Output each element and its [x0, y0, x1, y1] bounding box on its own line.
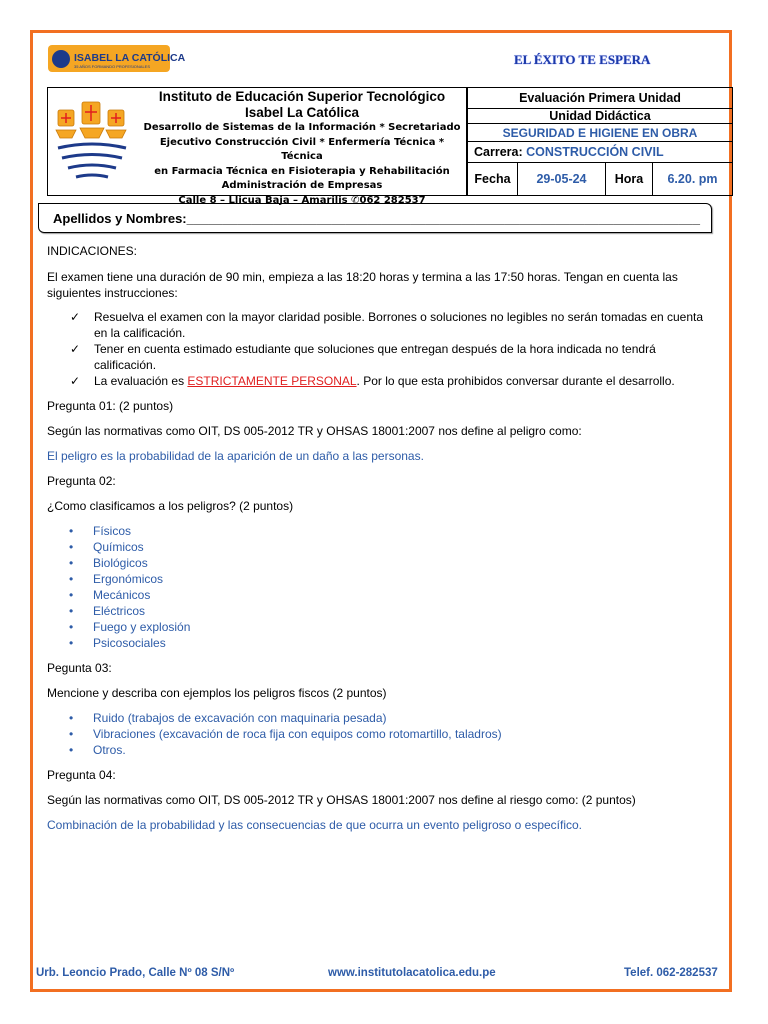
question-4-text: Según las normativas como OIT, DS 005-2012 TR y OHSAS 18001:2007 nos define al riesgo como: (2 puntos) — [47, 793, 636, 807]
question-2-title: Pregunta 02: — [47, 474, 116, 488]
checkmark-icon: ✓ — [70, 310, 81, 324]
exam-body — [47, 243, 712, 833]
question-3-answer-list — [47, 710, 712, 758]
bullet-icon: • — [69, 711, 74, 725]
date-label: Fecha — [467, 162, 518, 196]
date-value: 29-05-24 — [517, 162, 606, 196]
list-item: ✓ Resuelva el examen con la mayor claridad posible. Borrones o soluciones no legibles no serán tomadas en cuenta en la calificación. — [70, 310, 704, 340]
bullet-icon: • — [69, 524, 74, 538]
footer-phone: Telef. 062-282537 — [624, 967, 718, 979]
list-item: • Eléctricos — [69, 604, 146, 618]
list-item: • Vibraciones (excavación de roca fija con equipos como rotomartillo, taladros) — [69, 727, 502, 741]
unit-label: Unidad Didáctica — [467, 108, 733, 124]
instructions-intro: El examen tiene una duración de 90 min, empieza a las 18:20 horas y termina a las 17:50 horas. Tengan en cuenta las siguientes instrucciones: — [47, 270, 678, 300]
bullet-icon: • — [69, 743, 74, 757]
career-name: CONSTRUCCIÓN CIVIL — [526, 145, 664, 159]
footer-website[interactable]: www.institutolacatolica.edu.pe — [328, 967, 496, 979]
instructions-title: INDICACIONES: — [47, 244, 138, 258]
student-name-line: _______________________________________________________________________ — [186, 210, 700, 226]
institution-name: Instituto de Educación Superior Tecnológico Isabel La Católica — [158, 89, 446, 120]
bullet-icon: • — [69, 588, 74, 602]
footer-address: Urb. Leoncio Prado, Calle Nº 08 S/Nº — [36, 967, 235, 979]
crest-icon — [52, 50, 70, 68]
emphasis-text: ESTRICTAMENTE PERSONAL — [187, 374, 357, 388]
motto: EL ÉXITO TE ESPERA — [514, 52, 651, 67]
exam-info-table — [467, 87, 733, 196]
institution-address: Calle 8 – Llicua Baja – Amarilis ✆062 282537 — [178, 194, 426, 206]
question-1-text: Según las normativas como OIT, DS 005-2012 TR y OHSAS 18001:2007 nos define al peligro como: — [47, 424, 582, 438]
caravel-emblem-icon — [52, 96, 132, 186]
question-1-title: Pregunta 01: (2 puntos) — [47, 399, 174, 413]
bullet-icon: • — [69, 572, 74, 586]
bullet-icon: • — [69, 604, 74, 618]
list-item: • Físicos — [69, 524, 132, 538]
institution-logo — [48, 45, 186, 72]
unit-name: SEGURIDAD E HIGIENE EN OBRA — [467, 123, 733, 142]
career-row — [467, 141, 733, 163]
institution-header — [47, 87, 467, 206]
question-4-answer: Combinación de la probabilidad y las consecuencias de que ocurra un evento peligroso o específico. — [47, 818, 583, 832]
question-2-answer-list — [47, 523, 712, 651]
question-3-text: Mencione y describa con ejemplos los peligros fiscos (2 puntos) — [47, 686, 387, 700]
logo-text: ISABEL LA CATÓLICA — [74, 52, 186, 65]
bullet-icon: • — [69, 636, 74, 650]
question-3-title: Pegunta 03: — [47, 661, 112, 675]
list-item: • Otros. — [69, 743, 126, 757]
question-2-text: ¿Como clasificamos a los peligros? (2 puntos) — [47, 499, 294, 513]
bullet-icon: • — [69, 556, 74, 570]
list-item: • Químicos — [69, 540, 144, 554]
evaluation-title: Evaluación Primera Unidad — [467, 87, 733, 109]
list-item: ✓ Tener en cuenta estimado estudiante que soluciones que entregan después de la hora indicada no tendrá calificación. — [70, 342, 656, 372]
time-label: Hora — [605, 162, 653, 196]
time-value: 6.20. pm — [652, 162, 733, 196]
checkmark-icon: ✓ — [70, 374, 81, 388]
checkmark-icon: ✓ — [70, 342, 81, 356]
list-item: ✓ La evaluación es ESTRICTAMENTE PERSONAL. Por lo que esta prohibidos conversar durante el desarrollo. — [70, 374, 675, 388]
phone-icon: ✆ — [351, 194, 360, 206]
list-item: • Fuego y explosión — [69, 620, 191, 634]
list-item: • Biológicos — [69, 556, 148, 570]
question-1-answer: El peligro es la probabilidad de la aparición de un daño a las personas. — [47, 449, 424, 463]
list-item: • Ruido (trabajos de excavación con maquinaria pesada) — [69, 711, 387, 725]
bullet-icon: • — [69, 540, 74, 554]
list-item: • Mecánicos — [69, 588, 151, 602]
list-item: • Psicosociales — [69, 636, 166, 650]
list-item: • Ergonómicos — [69, 572, 164, 586]
programs-list: Desarrollo de Sistemas de la Información * Secretariado Ejecutivo Construcción Civil * Enfermería Técnica * Técnica en Farmacia Técnica en Fisioterapia y Rehabilitación Administración de Empresas Calle 8 – Llicua Baja – Amarilis ✆062 282537 — [140, 121, 464, 208]
logo-tagline: 35 AÑOS FORMANDO PROFESIONALES — [74, 64, 151, 69]
student-name-field[interactable] — [38, 203, 712, 233]
question-4-title: Pregunta 04: — [47, 768, 116, 782]
bullet-icon: • — [69, 620, 74, 634]
career-label: Carrera: — [474, 145, 523, 159]
student-name-label: Apellidos y Nombres: — [53, 210, 187, 226]
bullet-icon: • — [69, 727, 74, 741]
instructions-list — [47, 309, 712, 389]
